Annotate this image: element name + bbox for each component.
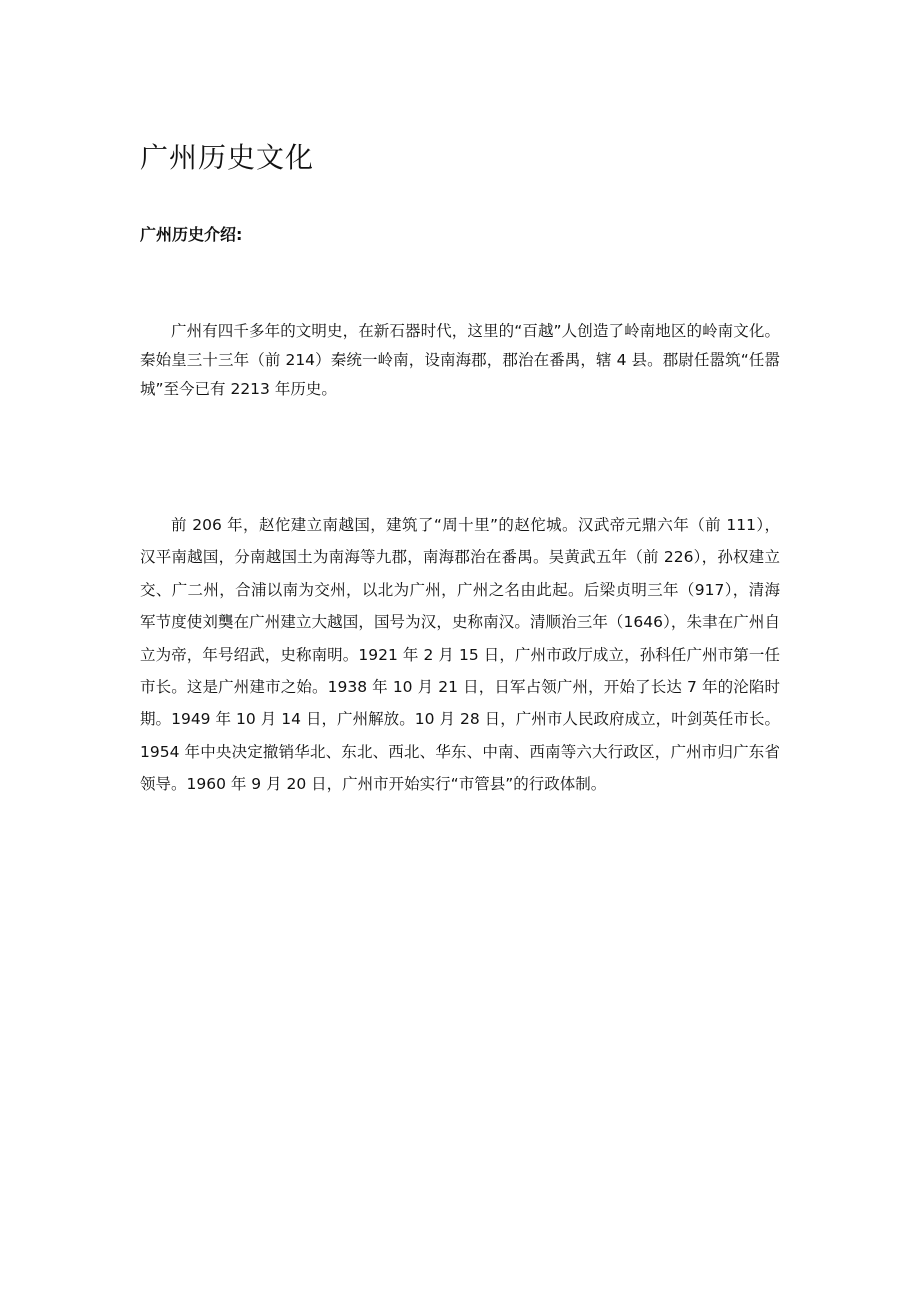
paragraph-early-history: 广州有四千多年的文明史，在新石器时代，这里的“百越”人创造了岭南地区的岭南文化。秦始皇三十三年（前 214）秦统一岭南，设南海郡，郡治在番禺，辖 4 县。郡尉任嚣筑“任嚣城”至今已有 2213 年历史。 bbox=[140, 322, 780, 398]
section-heading: 广州历史介绍: bbox=[140, 225, 243, 244]
paragraph-dynastic-modern-history: 前 206 年，赵佗建立南越国，建筑了“周十里”的赵佗城。汉武帝元鼎六年（前 111），汉平南越国，分南越国土为南海等九郡，南海郡治在番禺。吴黄武五年（前 226），孙权建立交、广二州，合浦以南为交州，以北为广州，广州之名由此起。后梁贞明三年（917），清海军节度使刘龑在广州建立大越国，国号为汉，史称南汉。清顺治三年（1646），朱聿在广州自立为帝，年号绍武，史称南明。1921 年 2 月 15 日，广州市政厅成立，孙科任广州市第一任市长。这是广州建市之始。1938 年 10 月 21 日，日军占领广州，开始了长达 7 年的沦陷时期。1949 年 10 月 14 日，广州解放。10 月 28 日，广州市人民政府成立，叶剑英任市长。1954 年中央决定撤销华北、东北、西北、华东、中南、西南等六大行政区，广州市归广东省领导。1960 年 9 月 20 日，广州市开始实行“市管县”的行政体制。 bbox=[140, 516, 780, 794]
document-title: 广州历史文化 bbox=[140, 141, 315, 174]
